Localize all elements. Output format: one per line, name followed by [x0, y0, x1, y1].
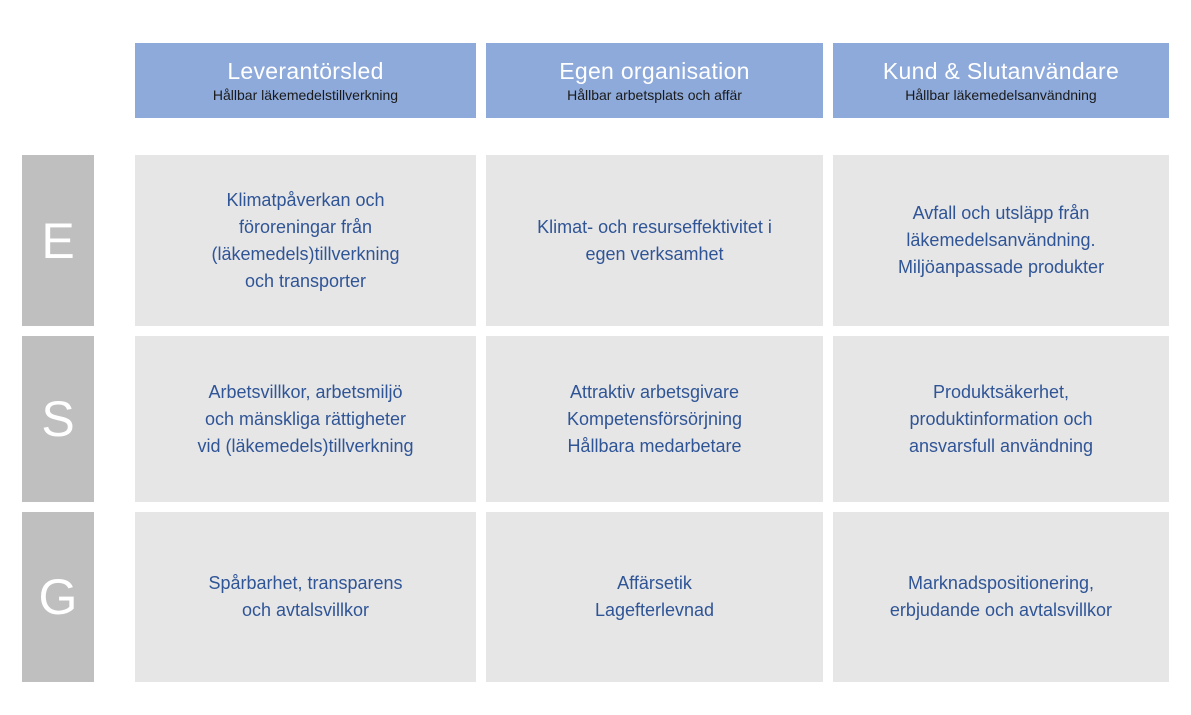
cell-text: Attraktiv arbetsgivare Kompetensförsörjning Hållbara medarbetare — [566, 381, 743, 456]
cell-text: Marknadspositionering, erbjudande och avtalsvillkor — [889, 573, 1113, 620]
header-subtitle: Hållbar läkemedelstillverkning — [212, 87, 399, 103]
header-title: Leverantörsled — [227, 58, 384, 84]
cell-text: Spårbarhet, transparens och avtalsvillkor — [208, 573, 403, 620]
row-label-s: S — [22, 336, 94, 502]
header-subtitle: Hållbar läkemedelsanvändning — [905, 87, 1097, 103]
cell-text: Arbetsvillkor, arbetsmiljö och mänskliga rättigheter vid (läkemedels)tillverkning — [197, 381, 414, 456]
cell-e-kund — [833, 155, 1169, 326]
cell-g-egen-organisation — [486, 512, 823, 682]
header-egen-organisation — [486, 43, 823, 118]
header-title: Egen organisation — [559, 58, 750, 84]
cell-s-kund — [833, 336, 1169, 502]
header-title: Kund & Slutanvändare — [882, 58, 1120, 84]
cell-e-egen-organisation — [486, 155, 823, 326]
header-leverantorsled — [135, 43, 476, 118]
row-label-e: E — [22, 155, 94, 326]
cell-g-kund — [833, 512, 1169, 682]
cell-s-egen-organisation — [486, 336, 823, 502]
cell-text: Avfall och utsläpp från läkemedelsanvändning. Miljöanpassade produkter — [897, 203, 1105, 277]
cell-g-leverantorsled — [135, 512, 476, 682]
cell-text: Klimatpåverkan och föroreningar från (läkemedels)tillverkning och transporter — [211, 189, 400, 291]
header-kund-slutanvandare — [833, 43, 1169, 118]
header-subtitle: Hållbar arbetsplats och affär — [567, 87, 742, 103]
cell-text: Klimat- och resurseffektivitet i egen verksamhet — [537, 216, 772, 264]
row-label-g: G — [22, 512, 94, 682]
cell-text: Affärsetik Lagefterlevnad — [594, 573, 715, 620]
cell-s-leverantorsled — [135, 336, 476, 502]
cell-e-leverantorsled — [135, 155, 476, 326]
cell-text: Produktsäkerhet, produktinformation och ansvarsfull användning — [908, 381, 1094, 456]
